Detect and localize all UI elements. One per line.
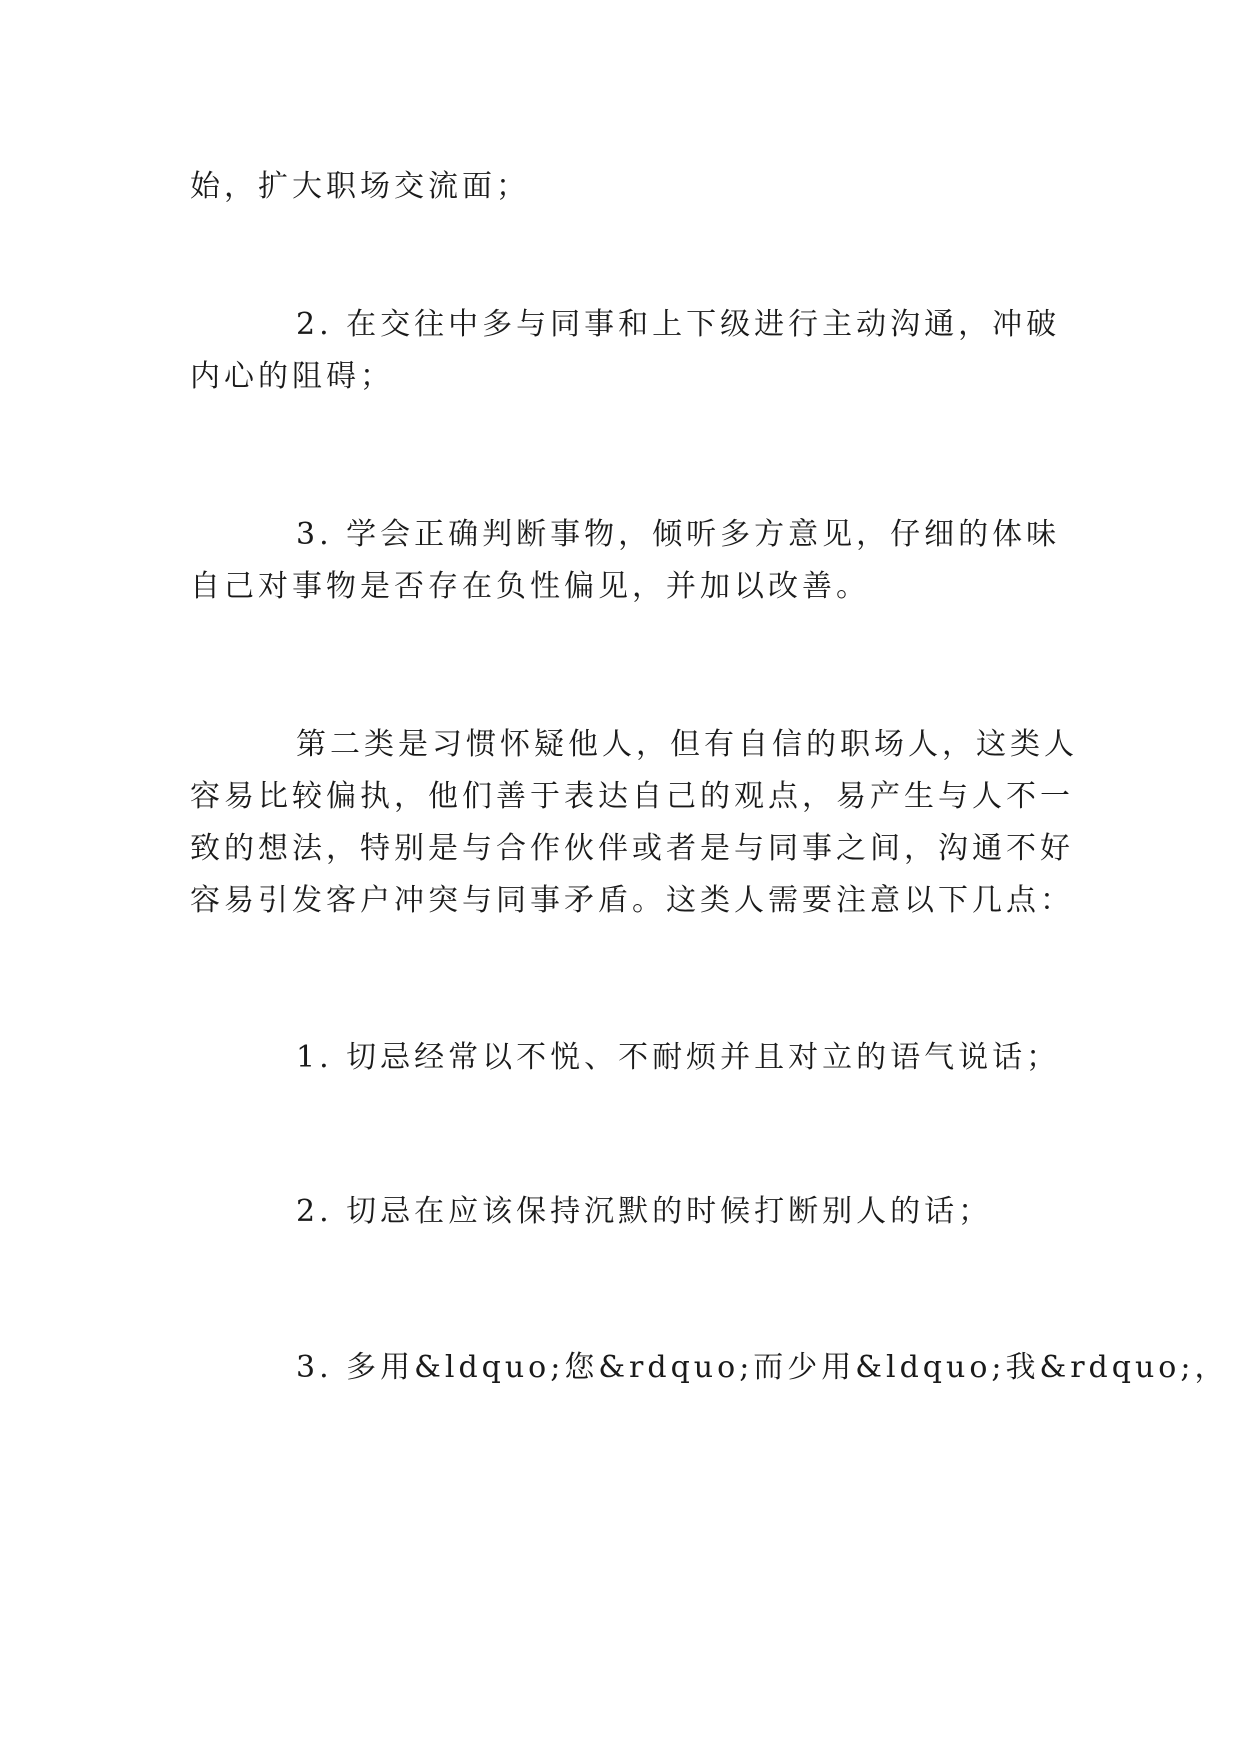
list-item-line: 3. 多用&ldquo;您&rdquo;而少用&ldquo;我&rdquo;， — [296, 1350, 1229, 1385]
list-item-line: 3. 学会正确判断事物，倾听多方意见，仔细的体味 — [296, 517, 1061, 552]
paragraph-line: 第二类是习惯怀疑他人，但有自信的职场人，这类人 — [296, 727, 1078, 762]
list-item-line: 1. 切忌经常以不悦、不耐烦并且对立的语气说话； — [296, 1040, 1061, 1075]
paragraph-line: 容易引发客户冲突与同事矛盾。这类人需要注意以下几点： — [190, 883, 1074, 918]
list-item-line: 自己对事物是否存在负性偏见，并加以改善。 — [190, 569, 870, 604]
list-item-line: 2. 切忌在应该保持沉默的时候打断别人的话； — [296, 1194, 993, 1229]
list-item-line: 2. 在交往中多与同事和上下级进行主动沟通，冲破 — [296, 307, 1061, 342]
paragraph-line: 致的想法，特别是与合作伙伴或者是与同事之间，沟通不好 — [190, 831, 1074, 866]
paragraph-line: 容易比较偏执，他们善于表达自己的观点，易产生与人不一 — [190, 779, 1074, 814]
paragraph-line: 始，扩大职场交流面； — [190, 169, 530, 204]
list-item-line: 内心的阻碍； — [190, 359, 394, 394]
